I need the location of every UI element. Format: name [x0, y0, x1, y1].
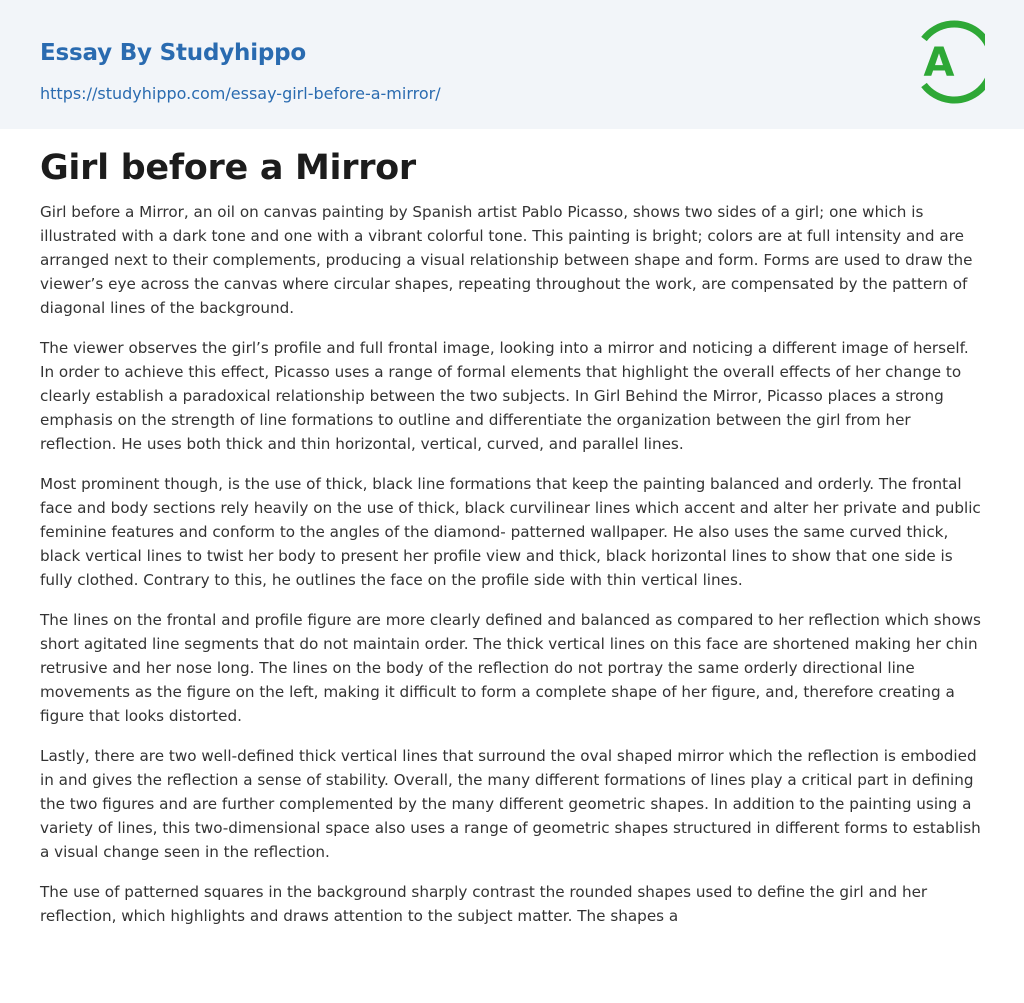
studyhippo-logo-icon[interactable]: [913, 19, 985, 105]
paragraph-1: Girl before a Mirror, an oil on canvas painting by Spanish artist Pablo Picasso, shows two sides of a girl; one which is illustrated with a dark tone and one with a vibrant colorful tone. This painting is bright; colors are at full intensity and are arranged next to their complements, producing a visual relationship between shape and form. Forms are used to draw the viewer’s eye across the canvas where circular shapes, repeating throughout the work, are compensated by the pattern of diagonal lines of the background.: [40, 203, 973, 317]
page-title: Girl before a Mirror: [40, 148, 416, 188]
logo-letter: A: [923, 40, 955, 86]
article-body: [40, 144, 986, 944]
paragraph-4: The lines on the frontal and profile figure are more clearly defined and balanced as compared to her reflection which shows short agitated line segments that do not maintain order. The thick vertical lines on this face are shortened making her chin retrusive and her nose long. The lines on the body of the reflection do not portray the same orderly directional line movements as the figure on the left, making it difficult to form a complete shape of her figure, and, therefore creating a figure that looks distorted.: [40, 611, 981, 725]
paragraph-2: The viewer observes the girl’s profile and full frontal image, looking into a mirror and noticing a different image of herself. In order to achieve this effect, Picasso uses a range of formal elements that highlight the overall effects of her change to clearly establish a paradoxical relationship between the two subjects. In Girl Behind the Mirror, Picasso places a strong emphasis on the strength of line formations to outline and differentiate the organization between the girl from her reflection. He uses both thick and thin horizontal, vertical, curved, and parallel lines.: [40, 339, 969, 453]
paragraph-6: The use of patterned squares in the background sharply contrast the rounded shapes used to define the girl and her reflection, which highlights and draws attention to the subject matter. The shapes a: [40, 883, 928, 925]
paragraph-3: Most prominent though, is the use of thick, black line formations that keep the painting balanced and orderly. The frontal face and body sections rely heavily on the use of thick, black curvilinear lines which accent and alter her private and public feminine features and conform to the angles of the diamond- patterned wallpaper. He also uses the same curved thick, black vertical lines to twist her body to present her profile view and thick, black horizontal lines to show that one side is fully clothed. Contrary to this, he outlines the face on the profile side with thin vertical lines.: [40, 475, 981, 589]
logo-svg: [913, 19, 985, 105]
site-header: [0, 0, 1024, 129]
paragraph-5: Lastly, there are two well-defined thick vertical lines that surround the oval shaped mirror which the reflection is embodied in and gives the reflection a sense of stability. Overall, the many different formations of lines play a critical part in defining the two figures and are further complemented by the many different geometric shapes. In addition to the painting using a variety of lines, this two-dimensional space also uses a range of geometric shapes structured in different forms to establish a visual change seen in the reflection.: [40, 747, 981, 861]
essay-url-link[interactable]: https://studyhippo.com/essay-girl-before-a-mirror/: [40, 84, 441, 103]
brand-title[interactable]: Essay By Studyhippo: [40, 40, 307, 66]
